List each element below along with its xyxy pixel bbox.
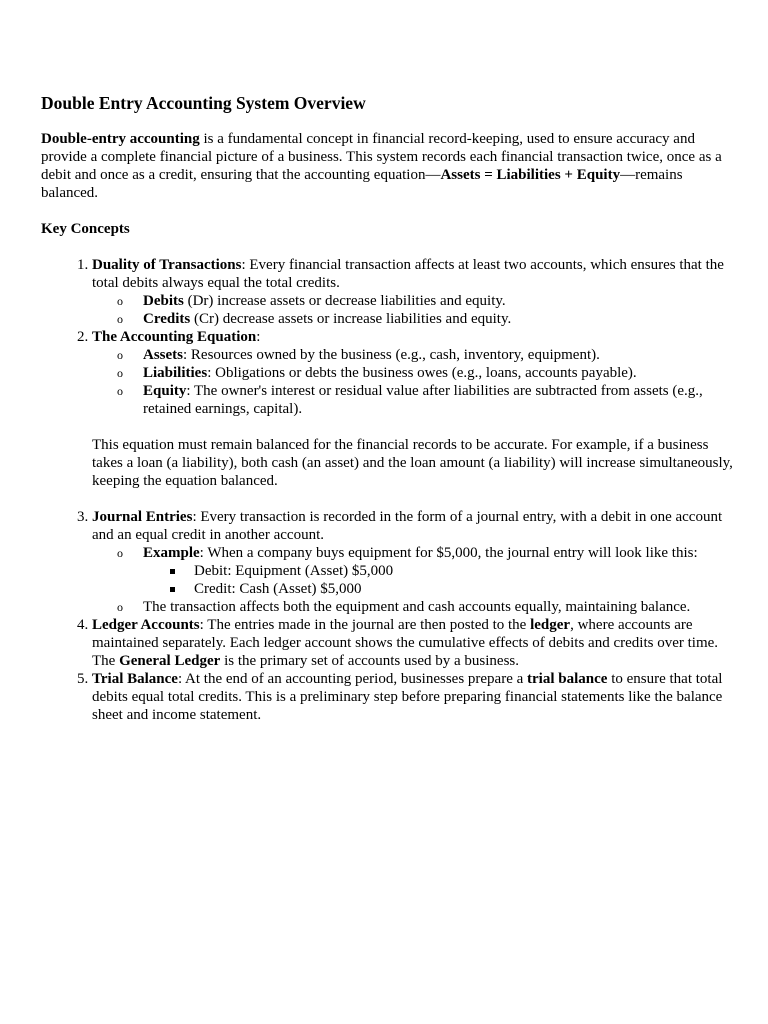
example-item [143, 544, 742, 598]
assets-text: : Resources owned by the business (e.g., cash, inventory, equipment). [183, 347, 600, 363]
ledger-text-1: : The entries made in the journal are then posted to the [199, 617, 531, 633]
debits-item [143, 292, 742, 310]
list-item-accounting-equation [92, 328, 742, 490]
duality-term: Duality of Transactions [92, 257, 242, 273]
equity-item [143, 382, 742, 418]
trial-text-2: to ensure that total debits equal total credits. This is a preliminary step before preparing financial statements like the balance sheet and income statement. [92, 671, 723, 723]
example-term: Example [143, 545, 200, 561]
intro-text-2: —remains balanced. [41, 167, 683, 201]
list-item-ledger-accounts [92, 616, 742, 670]
debit-line: Debit: Equipment (Asset) $5,000 [194, 562, 742, 580]
ledger-accounts-term: Ledger Accounts [92, 617, 200, 633]
assets-term: Assets [143, 347, 183, 363]
intro-paragraph [41, 130, 742, 202]
duality-sublist [92, 292, 742, 328]
key-concepts-list [41, 256, 742, 724]
ledger-text-3: is the primary set of accounts used by a business. [220, 653, 520, 669]
trial-balance-term: trial balance [527, 671, 608, 687]
balance-item: o The transaction affects both the equipment and cash accounts equally, maintaining balance. [143, 598, 742, 616]
equation-sublist [92, 346, 742, 418]
credits-text: (Cr) decrease assets or increase liabilities and equity. [190, 311, 512, 327]
intro-term: Double-entry accounting [41, 131, 200, 147]
example-text: : When a company buys equipment for $5,000, the journal entry will look like this: [199, 545, 698, 561]
equation-text: : [256, 329, 261, 345]
equity-text: : The owner's interest or residual value after liabilities are subtracted from assets (e.g., retained earnings, capital). [143, 383, 703, 417]
page-title: Double Entry Accounting System Overview [41, 93, 366, 113]
journal-term: Journal Entries [92, 509, 193, 525]
key-concepts-heading: Key Concepts [41, 221, 130, 237]
liabilities-term: Liabilities [143, 365, 208, 381]
trial-balance-heading-term: Trial Balance [92, 671, 178, 687]
credits-item [143, 310, 742, 328]
assets-item [143, 346, 742, 364]
intro-text-1: is a fundamental concept in financial record-keeping, used to ensure accuracy and provide a complete financial picture of a business. This system records each financial transaction twice, once as a debit and once as a credit, ensuring that the accounting equation— [41, 131, 722, 183]
ledger-term: ledger [530, 617, 571, 633]
equity-term: Equity [143, 383, 187, 399]
trial-text-1: : At the end of an accounting period, businesses prepare a [177, 671, 528, 687]
debits-text: (Dr) increase assets or decrease liabilities and equity. [183, 293, 506, 309]
list-item-duality [92, 256, 742, 328]
ledger-text-2: , where accounts are maintained separately. Each ledger account shows the cumulative effects of debits and credits over time. The [92, 617, 719, 669]
liabilities-text: : Obligations or debts the business owes (e.g., loans, accounts payable). [207, 365, 637, 381]
intro-equation: Assets = Liabilities + Equity [440, 167, 621, 183]
journal-entry-lines [143, 562, 742, 598]
credit-line: Credit: Cash (Asset) $5,000 [194, 580, 742, 598]
general-ledger-term: General Ledger [119, 653, 221, 669]
journal-sublist [92, 544, 742, 616]
credits-term: Credits [143, 311, 191, 327]
list-item-journal-entries [92, 508, 742, 616]
liabilities-item [143, 364, 742, 382]
duality-text: : Every financial transaction affects at least two accounts, which ensures that the total debits always equal the total credits. [92, 257, 724, 291]
equation-term: The Accounting Equation [92, 329, 257, 345]
debits-term: Debits [143, 293, 184, 309]
list-item-trial-balance [92, 670, 742, 724]
journal-text: : Every transaction is recorded in the form of a journal entry, with a debit in one account and an equal credit in another account. [92, 509, 723, 543]
equation-note: This equation must remain balanced for the financial records to be accurate. For example, if a business takes a loan (a liability), both cash (an asset) and the loan amount (a liability) will increase simultaneously, keeping the equation balanced. [92, 437, 733, 489]
